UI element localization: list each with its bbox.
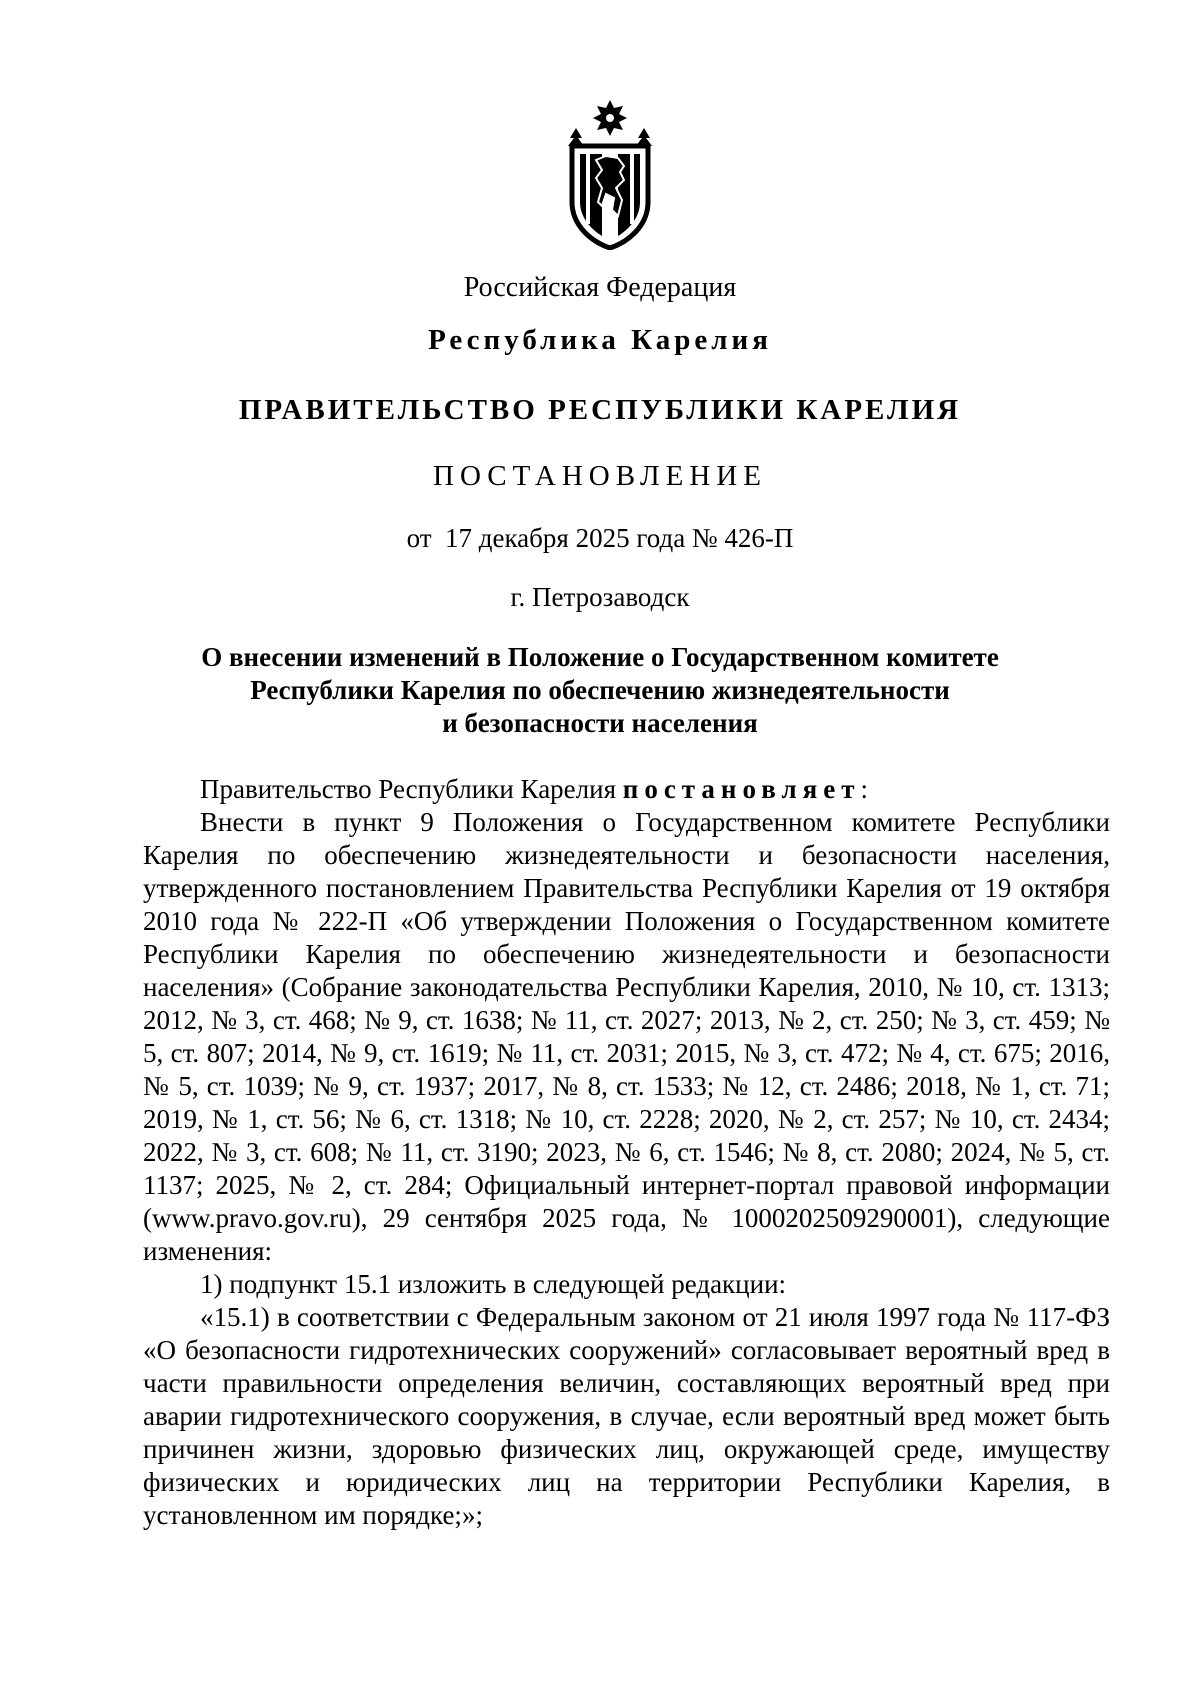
document-title bbox=[140, 641, 1060, 740]
intro-prefix: Правительство Республики Карелия bbox=[200, 774, 623, 804]
date-and-number: от 17 декабря 2025 года № 426-П bbox=[406, 523, 794, 553]
quoted-subpoint: «15.1) в соответствии с Федеральным законом от 21 июля 1997 года № 117-ФЗ «О безопасности гидротехнических сооружений» согласовывает вероятный вред в части правильности определения величин, составляющих вероятный вред при аварии гидротехнического сооружения, в случае, если вероятный вред может быть причинен жизни, здоровью физических лиц, окружающей среде, имуществу физических и юридических лиц на территории Республики Карелия, в установленном им порядке;»; bbox=[143, 1302, 1110, 1530]
title-line: О внесении изменений в Положение о Государственном комитете bbox=[201, 642, 999, 672]
intro-paragraph bbox=[143, 773, 1110, 806]
title-line: Республики Карелия по обеспечению жизнедеятельности bbox=[250, 675, 950, 705]
document-type: ПОСТАНОВЛЕНИЕ bbox=[433, 460, 767, 492]
main-paragraph: Внести в пункт 9 Положения о Государственном комитете Республики Карелия по обеспечению жизнедеятельности и безопасности населения, утвержденного постановлением Правительства Республики Карелия от 19 октября 2010 года № 222-П «Об утверждении Положения о Государственном комитете Республики Карелия по обеспечению жизнедеятельности и безопасности населения» (Собрание законодательства Республики Карелия, 2010, № 10, ст. 1313; 2012, № 3, ст. 468; № 9, ст. 1638; № 11, ст. 2027; 2013, № 2, ст. 250; № 3, ст. 459; № 5, ст. 807; 2014, № 9, ст. 1619; № 11, ст. 2031; 2015, № 3, ст. 472; № 4, ст. 675; 2016, № 5, ст. 1039; № 9, ст. 1937; 2017, № 8, ст. 1533; № 12, ст. 2486; 2018, № 1, ст. 71; 2019, № 1, ст. 56; № 6, ст. 1318; № 10, ст. 2228; 2020, № 2, ст. 257; № 10, ст. 2434; 2022, № 3, ст. 608; № 11, ст. 3190; 2023, № 6, ст. 1546; № 8, ст. 2080; 2024, № 5, ст. 1137; 2025, № 2, ст. 284; Официальный интернет-портал правовой информации (www.pravo.gov.ru), 29 сентября 2025 года, № 1000202509290001), следующие изменения: bbox=[143, 807, 1110, 1266]
coat-of-arms-icon bbox=[562, 98, 658, 250]
document-body bbox=[143, 773, 1110, 1532]
republic-name: Республика Карелия bbox=[428, 324, 772, 356]
intro-suffix: : bbox=[860, 774, 869, 804]
country-name: Российская Федерация bbox=[463, 272, 737, 303]
decree-word: постановляет bbox=[622, 774, 861, 804]
government-name: ПРАВИТЕЛЬСТВО РЕСПУБЛИКИ КАРЕЛИЯ bbox=[238, 394, 962, 426]
item-paragraph: 1) подпункт 15.1 изложить в следующей редакции: bbox=[200, 1269, 787, 1299]
city: г. Петрозаводск bbox=[510, 582, 690, 612]
title-line: и безопасности населения bbox=[442, 708, 758, 738]
